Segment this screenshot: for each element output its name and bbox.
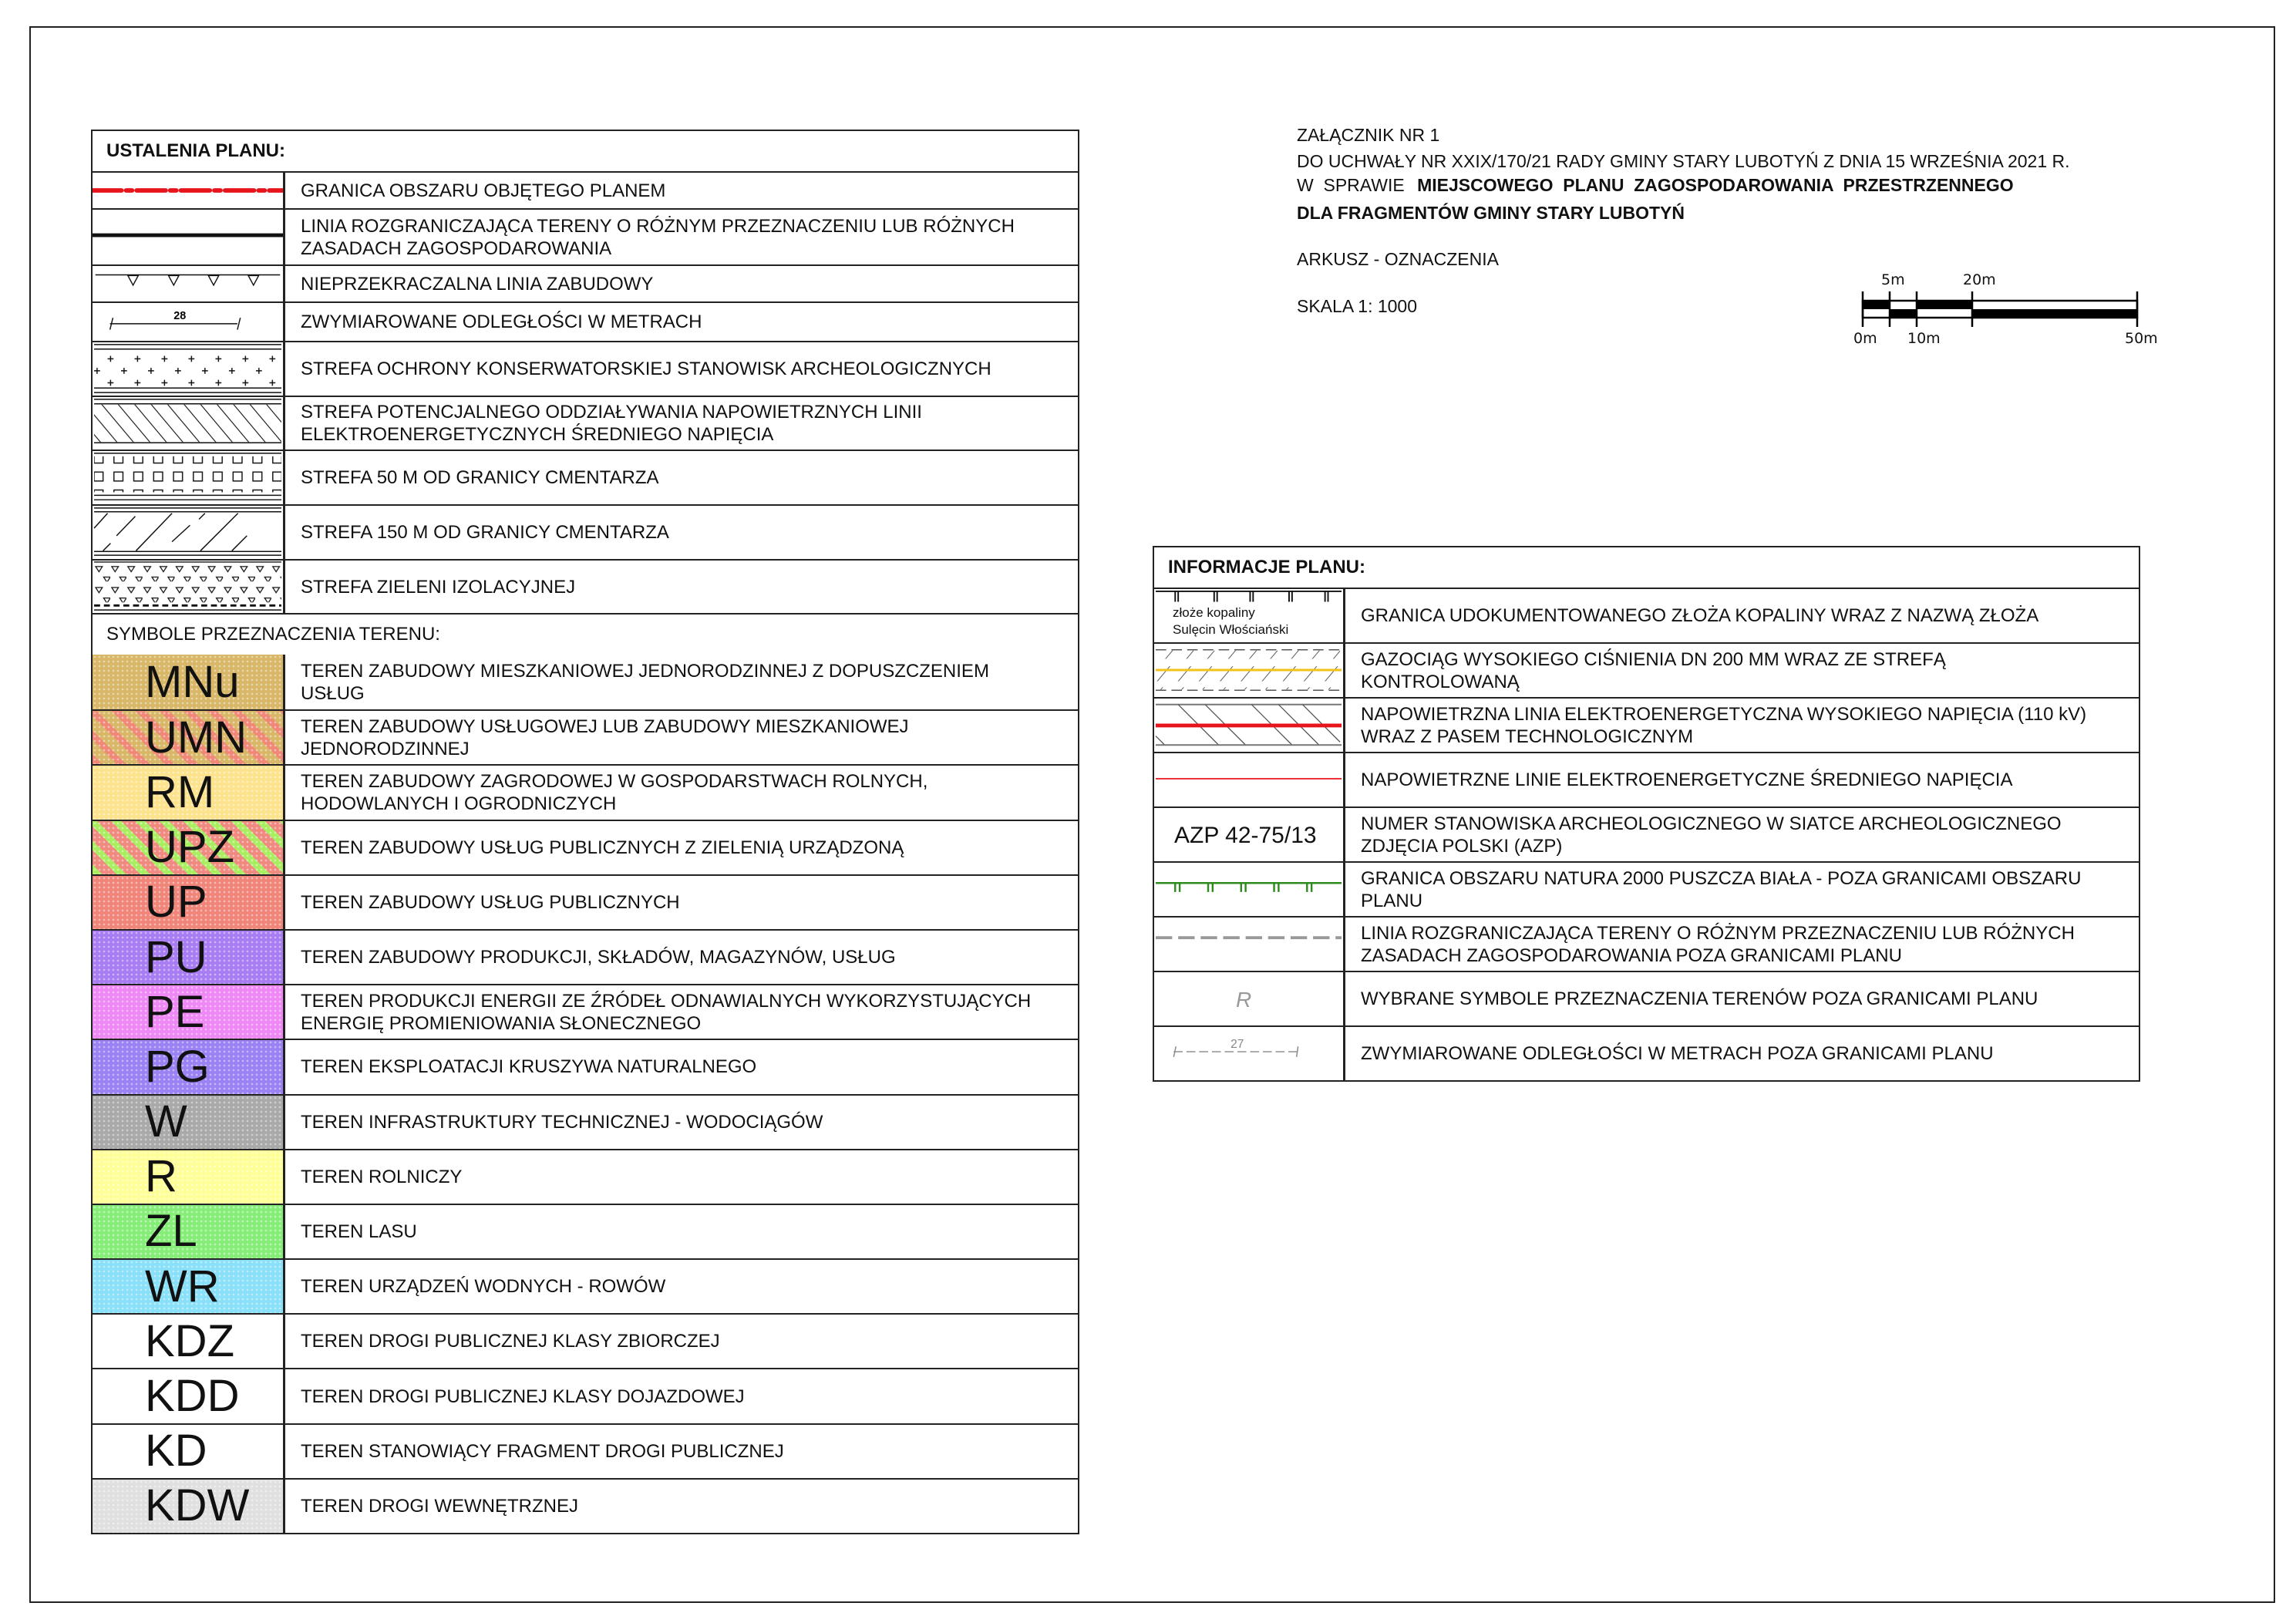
landuse-swatch-kdd bbox=[93, 1369, 285, 1423]
landuse-swatch-kd bbox=[93, 1425, 285, 1478]
deposit-label-2: Sulęcin Włościański bbox=[1173, 622, 1289, 637]
landuse-code: W bbox=[145, 1096, 187, 1147]
landuse-row bbox=[93, 1149, 1078, 1204]
legend-row bbox=[1154, 697, 2139, 752]
legend-row bbox=[1154, 971, 2139, 1025]
landuse-desc: TEREN ZABUDOWY USŁUG PUBLICZNYCH Z ZIELENIĄ URZĄDZONĄ bbox=[301, 837, 904, 858]
legend-row bbox=[93, 504, 1078, 559]
landuse-swatch-upz bbox=[93, 821, 285, 874]
landuse-code: PG bbox=[145, 1041, 210, 1092]
landuse-row bbox=[93, 1039, 1078, 1093]
landuse-code: UMN bbox=[145, 712, 247, 763]
landuse-rows bbox=[93, 655, 1078, 1533]
outside-symbol: R bbox=[1236, 988, 1252, 1012]
landuse-desc: TEREN PRODUKCJI ENERGII ZE ŹRÓDEŁ ODNAWIALNYCH WYKORZYSTUJĄCYCH ENERGIĘ PROMIENIOWANIA SŁONECZNEGO bbox=[301, 990, 1032, 1034]
landuse-code: KDW bbox=[145, 1480, 250, 1531]
landuse-swatch-wr bbox=[93, 1260, 285, 1313]
landuse-row bbox=[93, 929, 1078, 984]
legend-row bbox=[1154, 806, 2139, 861]
legend-desc: NUMER STANOWISKA ARCHEOLOGICZNEGO W SIATCE ARCHEOLOGICZNEGO ZDJĘCIA POLSKI (AZP) bbox=[1361, 813, 2062, 857]
legend-desc: STREFA 50 M OD GRANICY CMENTARZA bbox=[301, 467, 659, 488]
dimension-value: 28 bbox=[173, 310, 187, 323]
legend-desc: ZWYMIAROWANE ODLEGŁOŚCI W METRACH bbox=[301, 311, 702, 332]
legend-desc: STREFA 150 M OD GRANICY CMENTARZA bbox=[301, 522, 669, 543]
landuse-swatch-up bbox=[93, 876, 285, 929]
landuse-desc: TEREN LASU bbox=[301, 1221, 417, 1242]
landuse-code: PU bbox=[145, 931, 207, 982]
landuse-desc: TEREN DROGI PUBLICZNEJ KLASY DOJAZDOWEJ bbox=[301, 1386, 745, 1407]
landuse-desc: TEREN ROLNICZY bbox=[301, 1166, 463, 1187]
landuse-row bbox=[93, 764, 1078, 819]
landuse-desc: TEREN ZABUDOWY USŁUG PUBLICZNYCH bbox=[301, 891, 680, 913]
deposit-label bbox=[1173, 604, 1288, 638]
legend-row bbox=[1154, 916, 2139, 971]
landuse-row bbox=[93, 1094, 1078, 1149]
triangle-hatch-icon bbox=[93, 561, 285, 613]
landuse-swatch-kdw bbox=[93, 1480, 285, 1533]
landuse-desc: TEREN ZABUDOWY PRODUKCJI, SKŁADÓW, MAGAZYNÓW, USŁUG bbox=[301, 947, 896, 968]
legend-row bbox=[1154, 1025, 2139, 1080]
landuse-desc: TEREN ZABUDOWY MIESZKANIOWEJ JEDNORODZINNEJ Z DOPUSZCZENIEM USŁUG bbox=[301, 660, 989, 704]
annex-number: ZAŁĄCZNIK NR 1 bbox=[1297, 125, 1440, 145]
legend-desc: LINIA ROZGRANICZAJĄCA TERENY O RÓŻNYM PRZEZNACZENIU LUB RÓŻNYCH ZASADACH ZAGOSPODAROWANIA POZA GRANICAMI PLANU bbox=[1361, 922, 2075, 966]
landuse-row bbox=[93, 984, 1078, 1039]
azp-label-cell bbox=[1154, 808, 1345, 861]
landuse-code: MNu bbox=[145, 656, 240, 707]
landuse-swatch-rm bbox=[93, 766, 285, 819]
landuse-desc: TEREN DROGI WEWNĘTRZNEJ bbox=[301, 1495, 578, 1517]
legend-ustalenia-table bbox=[91, 130, 1079, 1534]
landuse-swatch-pe bbox=[93, 985, 285, 1039]
outside-symbol-cell bbox=[1154, 972, 1345, 1025]
natura2000-boundary-icon bbox=[1154, 863, 1345, 916]
landuse-row bbox=[93, 1204, 1078, 1258]
legend-desc: LINIA ROZGRANICZAJĄCA TERENY O RÓŻNYM PRZEZNACZENIU LUB RÓŻNYCH ZASADACH ZAGOSPODAROWANIA bbox=[301, 215, 1015, 259]
plan-title-line2: DLA FRAGMENTÓW GMINY STARY LUBOTYŃ bbox=[1297, 203, 1685, 223]
informacje-header: INFORMACJE PLANU: bbox=[1168, 557, 1365, 577]
landuse-code: UP bbox=[145, 877, 207, 928]
legend-row bbox=[93, 264, 1078, 301]
landuse-swatch-w bbox=[93, 1096, 285, 1149]
landuse-code: UPZ bbox=[145, 822, 234, 873]
diagonal-hatch-icon bbox=[93, 397, 285, 450]
scale-label-20m: 20m bbox=[1963, 271, 1996, 288]
landuse-desc: TEREN STANOWIĄCY FRAGMENT DROGI PUBLICZNEJ bbox=[301, 1440, 784, 1462]
legend-desc: NAPOWIETRZNA LINIA ELEKTROENERGETYCZNA WYSOKIEGO NAPIĘCIA (110 kV) WRAZ Z PASEM TECHNOLOGICZNYM bbox=[1361, 703, 2087, 747]
outside-boundary-line-icon bbox=[1154, 918, 1345, 971]
thick-black-line-icon bbox=[93, 210, 285, 264]
landuse-code: KD bbox=[145, 1426, 207, 1477]
scale-label-50m: 50m bbox=[2125, 330, 2158, 347]
legend-row bbox=[93, 559, 1078, 613]
legend-desc: GRANICA UDOKUMENTOWANEGO ZŁOŻA KOPALINY WRAZ Z NAZWĄ ZŁOŻA bbox=[1361, 605, 2039, 626]
landuse-row bbox=[93, 709, 1078, 764]
landuse-code: KDZ bbox=[145, 1315, 234, 1366]
ustalenia-header: USTALENIA PLANU: bbox=[106, 140, 285, 161]
landuse-row bbox=[93, 655, 1078, 709]
landuse-row bbox=[93, 1423, 1078, 1478]
landuse-row bbox=[93, 1368, 1078, 1423]
gas-pipeline-icon bbox=[1154, 644, 1345, 697]
landuse-swatch-zl bbox=[93, 1205, 285, 1258]
triangle-line-icon bbox=[93, 266, 285, 301]
landuse-swatch-r bbox=[93, 1150, 285, 1204]
landuse-swatch-pg bbox=[93, 1040, 285, 1093]
square-hatch-icon bbox=[93, 451, 285, 504]
landuse-code: R bbox=[145, 1151, 177, 1202]
legend-row bbox=[1154, 752, 2139, 806]
landuse-desc: TEREN ZABUDOWY ZAGRODOWEJ W GOSPODARSTWACH ROLNYCH, HODOWLANYCH I OGRODNICZYCH bbox=[301, 770, 928, 814]
landuse-code: RM bbox=[145, 766, 215, 817]
legend-desc: NIEPRZEKRACZALNA LINIA ZABUDOWY bbox=[301, 273, 654, 295]
scale-bar bbox=[1858, 290, 2143, 328]
landuse-row bbox=[93, 874, 1078, 929]
landuse-desc: TEREN URZĄDZEŃ WODNYCH - ROWÓW bbox=[301, 1276, 666, 1298]
high-voltage-line-icon bbox=[1154, 699, 1345, 752]
landuse-swatch-kdz bbox=[93, 1315, 285, 1368]
legend-row bbox=[93, 208, 1078, 264]
azp-number: AZP 42-75/13 bbox=[1174, 823, 1317, 848]
legend-row bbox=[1154, 588, 2139, 642]
outside-dimension-value: 27 bbox=[1230, 1038, 1244, 1052]
landuse-code: ZL bbox=[145, 1206, 197, 1257]
plan-title: MIEJSCOWEGO PLANU ZAGOSPODAROWANIA PRZESTRZENNEGO bbox=[1417, 175, 2014, 195]
legend-row bbox=[93, 171, 1078, 208]
medium-voltage-line-icon bbox=[1154, 753, 1345, 806]
landuse-code: PE bbox=[145, 986, 205, 1037]
legend-desc: NAPOWIETRZNE LINIE ELEKTROENERGETYCZNE ŚREDNIEGO NAPIĘCIA bbox=[1361, 769, 2013, 790]
legend-row bbox=[1154, 642, 2139, 697]
outside-dimension-icon bbox=[1154, 1027, 1345, 1080]
scale-text: SKALA 1: 1000 bbox=[1297, 296, 1418, 316]
legend-row bbox=[93, 450, 1078, 504]
landuse-desc: TEREN EKSPLOATACJI KRUSZYWA NATURALNEGO bbox=[301, 1056, 757, 1078]
resolution-line: DO UCHWAŁY NR XXIX/170/21 RADY GMINY STARY LUBOTYŃ Z DNIA 15 WRZEŚNIA 2021 R. bbox=[1297, 151, 2070, 171]
subject-prefix: W SPRAWIE bbox=[1297, 175, 1410, 195]
legend-desc: STREFA POTENCJALNEGO ODDZIAŁYWANIA NAPOWIETRZNYCH LINII ELEKTROENERGETYCZNYCH ŚREDNIEGO NAPIĘCIA bbox=[301, 402, 922, 445]
landuse-code: KDD bbox=[145, 1371, 240, 1422]
landuse-desc: TEREN ZABUDOWY USŁUGOWEJ LUB ZABUDOWY MIESZKANIOWEJ JEDNORODZINNEJ bbox=[301, 716, 909, 759]
legend-row bbox=[93, 301, 1078, 341]
landuse-row bbox=[93, 1313, 1078, 1368]
legend-row bbox=[93, 341, 1078, 396]
symbole-header: SYMBOLE PRZEZNACZENIA TERENU: bbox=[93, 613, 1078, 655]
legend-desc: STREFA OCHRONY KONSERWATORSKIEJ STANOWISK ARCHEOLOGICZNYCH bbox=[301, 359, 991, 379]
landuse-row bbox=[93, 1258, 1078, 1313]
scale-label-0m: 0m bbox=[1853, 330, 1877, 347]
landuse-swatch-mnu bbox=[93, 655, 285, 709]
legend-desc: GAZOCIĄG WYSOKIEGO CIŚNIENIA DN 200 MM WRAZ ZE STREFĄ KONTROLOWANĄ bbox=[1361, 648, 1946, 692]
legend-desc: WYBRANE SYMBOLE PRZEZNACZENIA TERENÓW POZA GRANICAMI PLANU bbox=[1361, 988, 2038, 1009]
legend-desc: GRANICA OBSZARU OBJĘTEGO PLANEM bbox=[301, 180, 666, 201]
legend-informacje-table bbox=[1153, 546, 2140, 1082]
landuse-row bbox=[93, 820, 1078, 874]
landuse-swatch-pu bbox=[93, 931, 285, 984]
deposit-label-1: złoże kopaliny bbox=[1173, 605, 1255, 620]
legend-desc: ZWYMIAROWANE ODLEGŁOŚCI W METRACH POZA GRANICAMI PLANU bbox=[1361, 1043, 1994, 1064]
legend-desc: STREFA ZIELENI IZOLACYJNEJ bbox=[301, 576, 576, 598]
subject-line bbox=[1297, 175, 2154, 196]
red-dash-dot-line-icon bbox=[93, 173, 285, 208]
scale-label-5m: 5m bbox=[1881, 271, 1905, 288]
legend-row bbox=[93, 396, 1078, 450]
plan-title-cont bbox=[1297, 203, 1685, 224]
landuse-desc: TEREN INFRASTRUKTURY TECHNICZNEJ - WODOCIĄGÓW bbox=[301, 1111, 823, 1133]
landuse-row bbox=[93, 1478, 1078, 1533]
landuse-code: WR bbox=[145, 1261, 220, 1312]
sparse-slash-hatch-icon bbox=[93, 506, 285, 559]
legend-row bbox=[1154, 861, 2139, 916]
landuse-swatch-umn bbox=[93, 711, 285, 764]
plus-hatch-icon bbox=[93, 342, 285, 396]
sheet-name: ARKUSZ - OZNACZENIA bbox=[1297, 249, 1499, 269]
deposit-boundary-icon bbox=[1154, 589, 1345, 642]
dimension-line-icon bbox=[93, 303, 285, 341]
landuse-desc: TEREN DROGI PUBLICZNEJ KLASY ZBIORCZEJ bbox=[301, 1331, 720, 1352]
scale-label-10m: 10m bbox=[1907, 330, 1941, 347]
legend-desc: GRANICA OBSZARU NATURA 2000 PUSZCZA BIAŁA - POZA GRANICAMI OBSZARU PLANU bbox=[1361, 867, 2082, 911]
